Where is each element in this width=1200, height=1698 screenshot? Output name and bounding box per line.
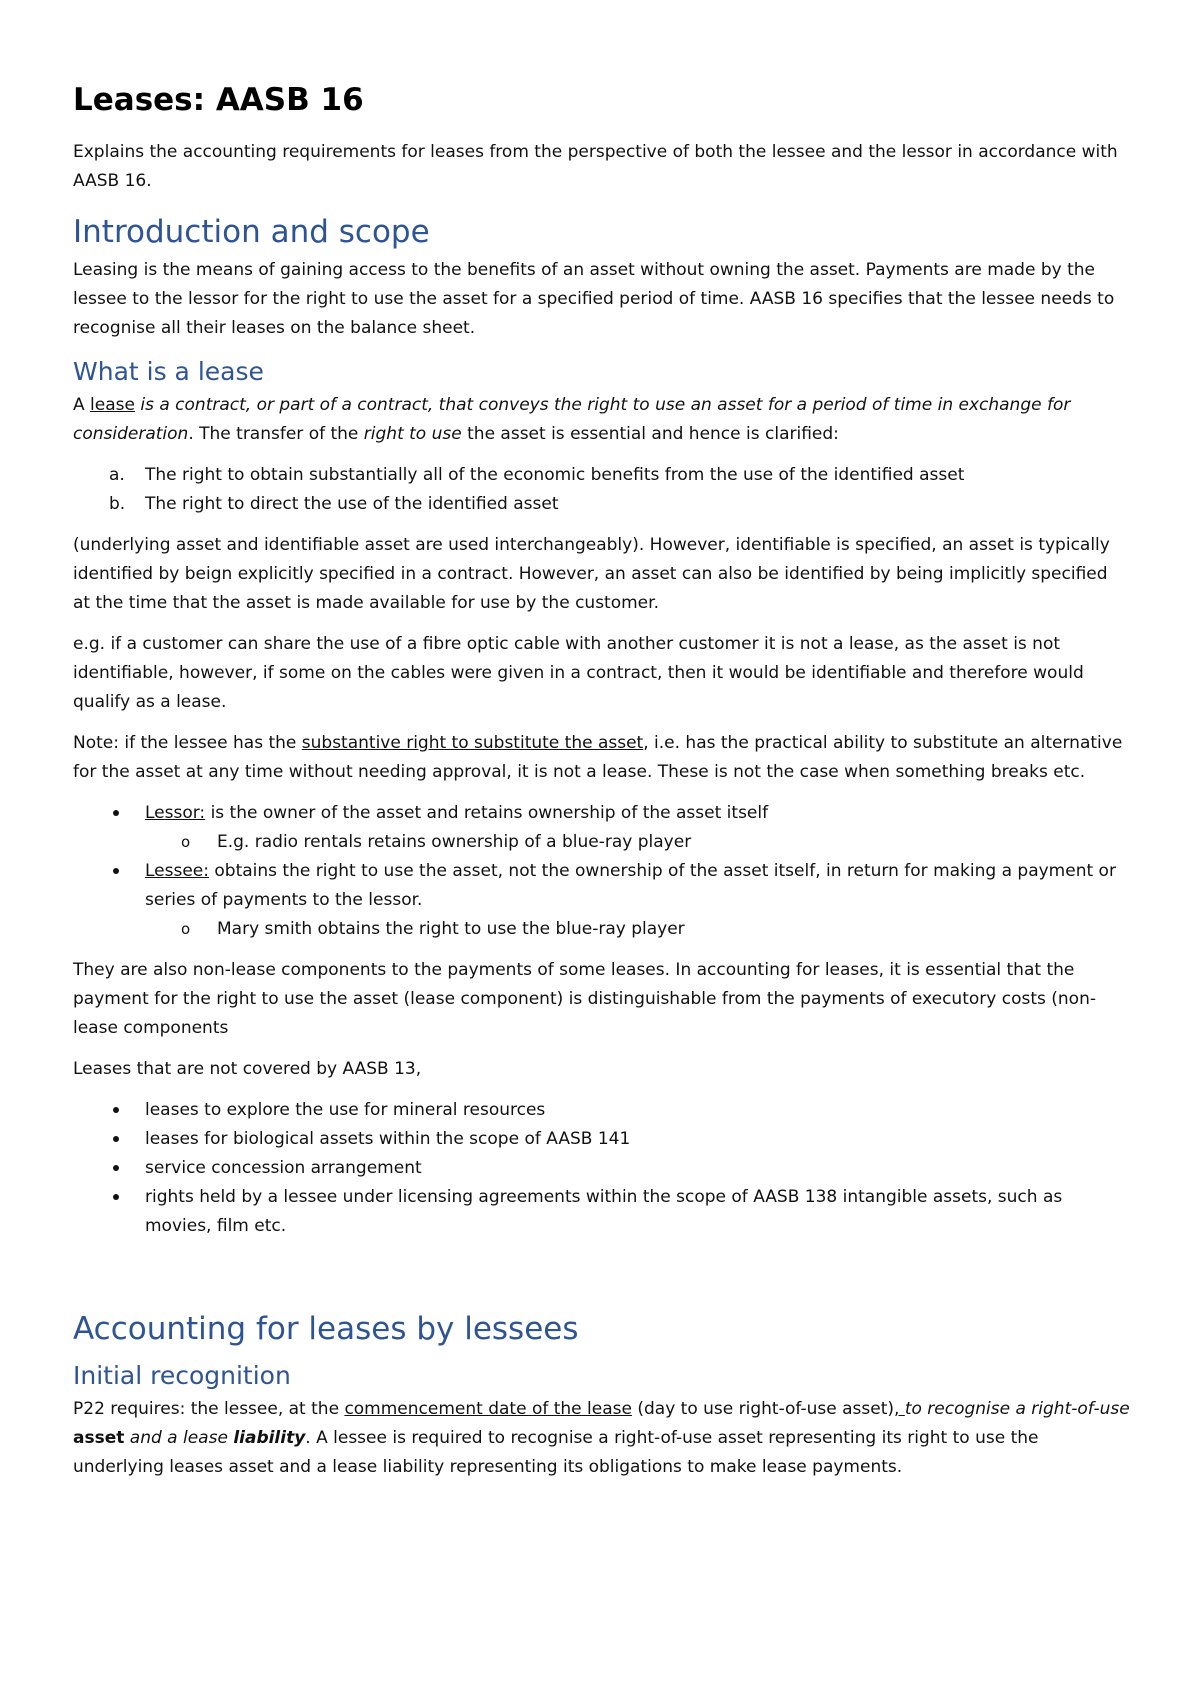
list-marker: a. xyxy=(109,465,125,485)
spacer xyxy=(73,1253,1130,1293)
def-lease-term: lease xyxy=(90,395,135,415)
list-subitem xyxy=(73,915,1130,944)
def-end: the asset is essential and hence is clarified: xyxy=(467,424,839,444)
scope-paragraph: Leasing is the means of gaining access to the benefits of an asset without owning the asset. Payments are made by the lessee to the lessor for the right to use the asset for a specified period of time. AASB 16 specifies that the lessee needs to recognise all their leases on the balance sheet. xyxy=(73,260,1115,338)
list-subitem xyxy=(73,828,1130,857)
note-end: , i.e. has the practical ability to substitute an alternative for the asset at any time without needing approval, it is not a lease. These is not the case when something breaks etc. xyxy=(73,733,1123,782)
list-item xyxy=(73,490,1130,519)
document-title: Leases: AASB 16 xyxy=(73,82,364,118)
p22-comma: , xyxy=(894,1399,905,1419)
note-underlined: substantive right to substitute the asset xyxy=(301,733,644,753)
heading-what-is-a-lease: What is a lease xyxy=(73,357,264,386)
list-item-text: The right to obtain substantially all of the economic benefits from the use of the identified asset xyxy=(145,465,965,485)
p22-italic-1: to recognise a right-of-use xyxy=(904,1399,1130,1419)
sub-marker: o xyxy=(181,920,191,938)
p22-bold-asset: asset xyxy=(73,1428,125,1448)
list-item: leases for biological assets within the scope of AASB 141 xyxy=(73,1125,1130,1154)
def-italic: is a contract, or part of a contract, that conveys the right to use an asset for a period of time in exchange for consideration xyxy=(73,395,1071,444)
lessor-label: Lessor: xyxy=(145,803,206,823)
not-covered-intro: Leases that are not covered by AASB 13, xyxy=(73,1059,422,1079)
rights-list xyxy=(73,461,1130,519)
list-marker: b. xyxy=(109,494,126,514)
not-covered-list xyxy=(73,1096,1130,1241)
parties-list xyxy=(73,799,1130,944)
heading-accounting-lessees: Accounting for leases by lessees xyxy=(73,1311,579,1347)
p22-bold-liability: liability xyxy=(233,1428,306,1448)
commencement-date: commencement date of the lease xyxy=(344,1399,632,1419)
p22-start: P22 requires: the lessee, at the xyxy=(73,1399,340,1419)
intro-paragraph: Explains the accounting requirements for leases from the perspective of both the lessee and the lessor in accordance with AASB 16. xyxy=(73,142,1118,191)
list-item: leases to explore the use for mineral resources xyxy=(73,1096,1130,1125)
initial-recognition-paragraph xyxy=(73,1395,1130,1482)
identifiable-paragraph: (underlying asset and identifiable asset are used interchangeably). However, identifiable is specified, an asset is typically identified by beign explicitly specified in a contract. However, an asset can also be identified by being implicitly specified at the time that the asset is made available for use by the customer. xyxy=(73,535,1110,613)
note-start: Note: if the lessee has the xyxy=(73,733,297,753)
example-paragraph: e.g. if a customer can share the use of a fibre optic cable with another customer it is not a lease, as the asset is not identifiable, however, if some on the cables were given in a contract, then it would be identifiable and therefore would qualify as a lease. xyxy=(73,634,1084,712)
lease-definition xyxy=(73,391,1130,449)
list-item-lessor xyxy=(73,799,1130,828)
lessee-example: Mary smith obtains the right to use the blue-ray player xyxy=(217,919,685,939)
p22-italic-2: and a lease xyxy=(129,1428,228,1448)
list-item: service concession arrangement xyxy=(73,1154,1130,1183)
lessee-label: Lessee: xyxy=(145,861,209,881)
note-paragraph xyxy=(73,729,1130,787)
sub-marker: o xyxy=(181,833,191,851)
list-item-text: The right to direct the use of the identified asset xyxy=(145,494,559,514)
lessor-example: E.g. radio rentals retains ownership of a blue-ray player xyxy=(217,832,692,852)
list-item: rights held by a lessee under licensing agreements within the scope of AASB 138 intangible assets, such as movies, film etc. xyxy=(73,1183,1130,1241)
list-item-lessee xyxy=(73,857,1130,915)
non-lease-paragraph: They are also non-lease components to the payments of some leases. In accounting for leases, it is essential that the payment for the right to use the asset (lease component) is distinguishable from the payments of executory costs (non-lease components xyxy=(73,960,1096,1038)
heading-initial-recognition: Initial recognition xyxy=(73,1361,291,1390)
heading-introduction-scope: Introduction and scope xyxy=(73,214,430,250)
lessee-text: obtains the right to use the asset, not the ownership of the asset itself, in return for making a payment or series of payments to the lessor. xyxy=(145,861,1116,910)
def-a: A xyxy=(73,395,85,415)
def-right-to-use: right to use xyxy=(363,424,462,444)
def-mid: . The transfer of the xyxy=(188,424,359,444)
p22-end: . A lessee is required to recognise a right-of-use asset representing its right to use the underlying leases asset and a lease liability representing its obligations to make lease payments. xyxy=(73,1428,1039,1477)
p22-paren: (day to use right-of-use asset) xyxy=(631,1399,894,1419)
lessor-text: is the owner of the asset and retains ownership of the asset itself xyxy=(205,803,769,823)
list-item xyxy=(73,461,1130,490)
